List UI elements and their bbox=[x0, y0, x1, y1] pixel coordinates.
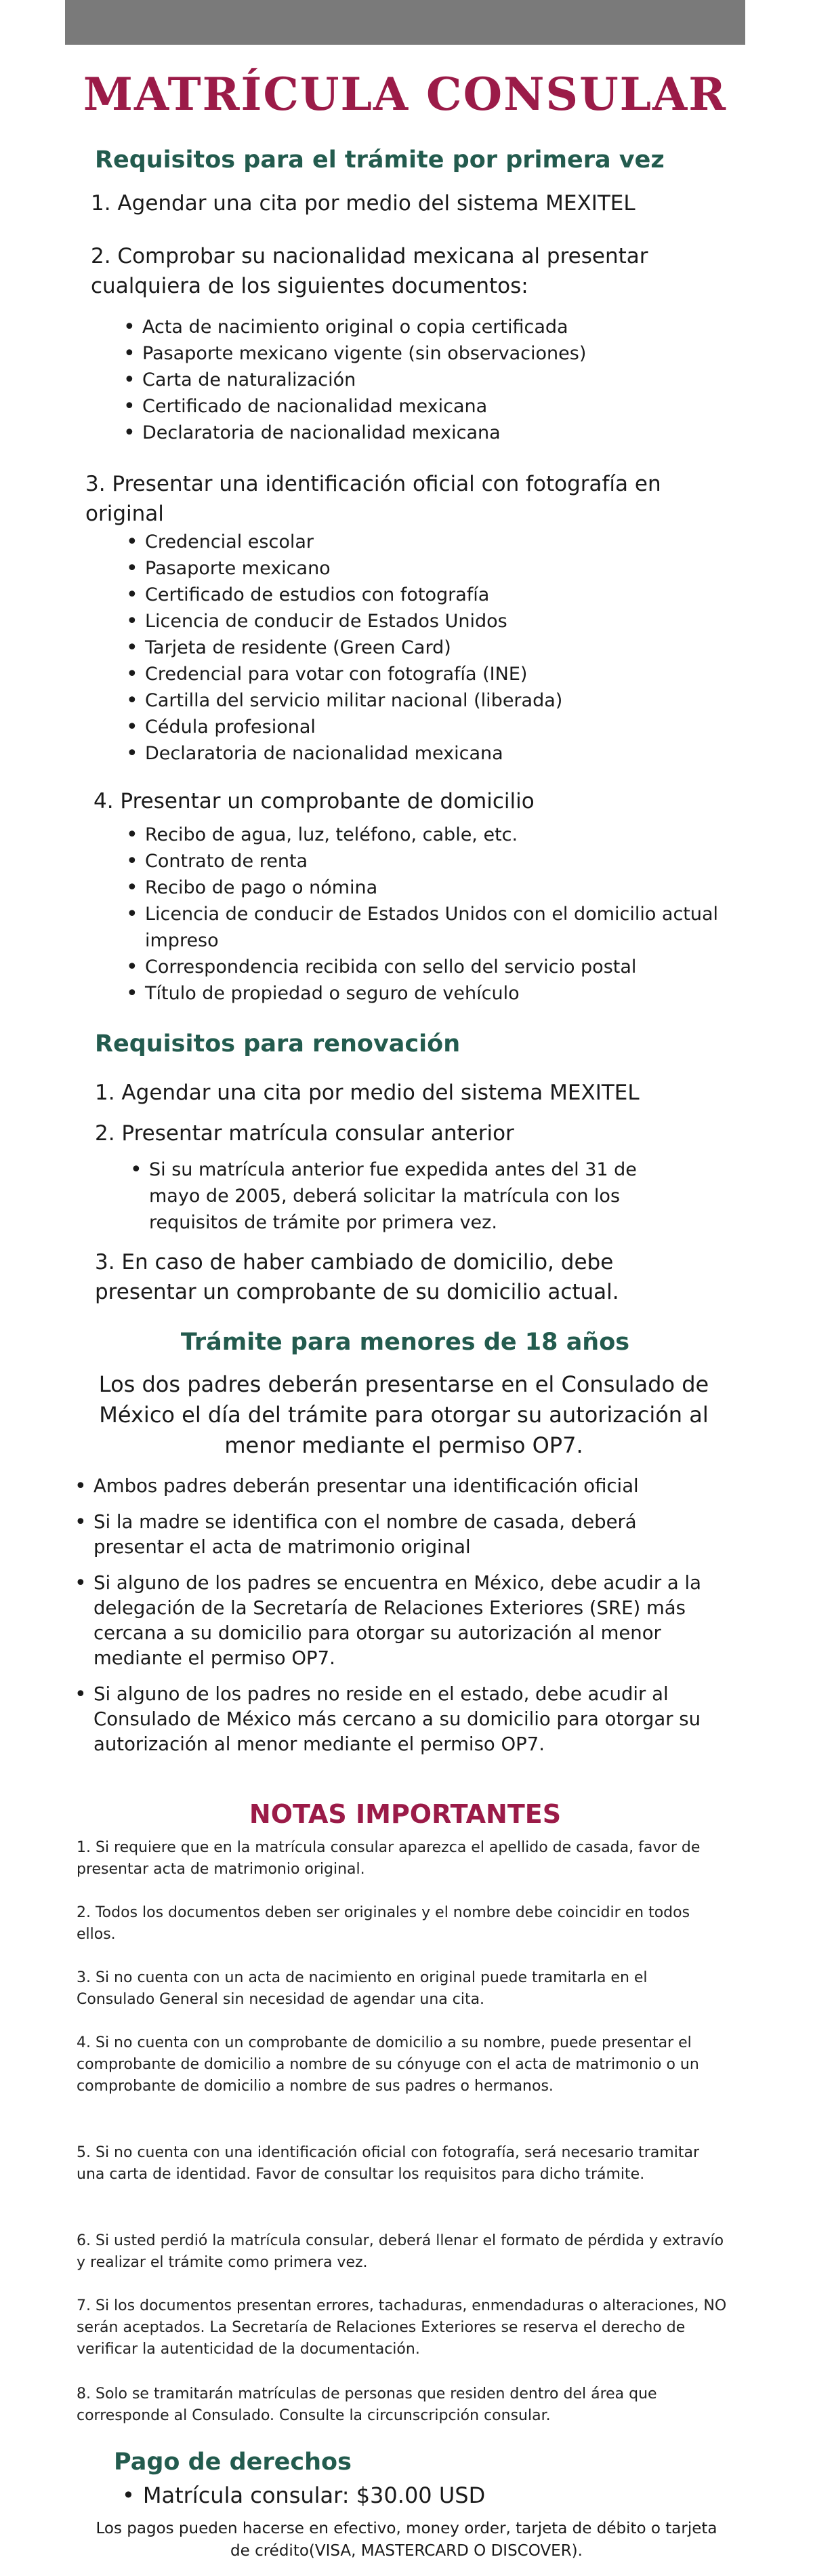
renewal-step-3: 3. En caso de haber cambiado de domicilio, debe presentar un comprobante de su domicilio actual. bbox=[95, 1250, 619, 1304]
notes-heading: NOTAS IMPORTANTES bbox=[249, 1799, 562, 1829]
first-time-heading: Requisitos para el trámite por primera vez bbox=[95, 146, 665, 174]
list-item: • Pasaporte mexicano bbox=[126, 555, 722, 582]
first-time-step-4: 4. Presentar un comprobante de domicilio bbox=[93, 789, 535, 813]
list-item: • Si la madre se identifica con el nombre de casada, deberá presentar el acta de matrimonio original bbox=[75, 1510, 725, 1560]
list-item: • Licencia de conducir de Estados Unidos bbox=[126, 608, 722, 635]
address-proof-list bbox=[126, 822, 722, 1007]
note-1: 1. Si requiere que en la matrícula consular aparezca el apellido de casada, favor de presentar acta de matrimonio original. bbox=[77, 1839, 701, 1878]
first-time-step-3: 3. Presentar una identificación oficial con fotografía en original bbox=[85, 472, 661, 526]
list-item: • Si su matrícula anterior fue expedida antes del 31 de mayo de 2005, deberá solicitar la matrícula con los requisitos de trámite por primera vez. bbox=[130, 1156, 692, 1236]
list-item: • Contrato de renta bbox=[126, 848, 722, 874]
renewal-notes-list bbox=[130, 1156, 692, 1236]
list-item: • Recibo de agua, luz, teléfono, cable, etc. bbox=[126, 822, 722, 848]
list-item: • Cartilla del servicio militar nacional (liberada) bbox=[126, 687, 722, 714]
first-time-step-2: 2. Comprobar su nacionalidad mexicana al presentar cualquiera de los siguientes documentos: bbox=[91, 244, 648, 298]
note-4: 4. Si no cuenta con un comprobante de domicilio a su nombre, puede presentar el comprobante de domicilio a nombre de su cónyuge con el acta de matrimonio o un comprobante de domicilio a nombre de sus padres o hermanos. bbox=[77, 2034, 699, 2095]
renewal-step-2: 2. Presentar matrícula consular anterior bbox=[95, 1121, 514, 1146]
nationality-documents-list bbox=[123, 314, 720, 446]
payment-methods-note: Los pagos pueden hacerse en efectivo, money order, tarjeta de débito o tarjeta de crédito(VISA, MASTERCARD O DISCOVER). bbox=[96, 2520, 717, 2560]
minors-intro: Los dos padres deberán presentarse en el Consulado de México el día del trámite para otorgar su autorización al menor mediante el permiso OP7. bbox=[98, 1371, 709, 1458]
list-item: • Credencial para votar con fotografía (INE) bbox=[126, 661, 722, 687]
list-item: • Título de propiedad o seguro de vehículo bbox=[126, 980, 722, 1007]
minors-requirements-list bbox=[75, 1474, 725, 1768]
list-item: • Declaratoria de nacionalidad mexicana bbox=[123, 420, 720, 446]
list-item: • Ambos padres deberán presentar una identificación oficial bbox=[75, 1474, 725, 1499]
fees-heading: Pago de derechos bbox=[114, 2449, 352, 2476]
note-7: 7. Si los documentos presentan errores, tachaduras, enmendaduras o alteraciones, NO serán aceptados. La Secretaría de Relaciones Exteriores se reserva el derecho de verificar la autenticidad de la documentación. bbox=[77, 2297, 727, 2358]
list-item: • Si alguno de los padres se encuentra en México, debe acudir a la delegación de la Secretaría de Relaciones Exteriores (SRE) más cercana a su domicilio para otorgar su autorización al menor mediante el permiso OP7. bbox=[75, 1571, 725, 1671]
list-item: • Tarjeta de residente (Green Card) bbox=[126, 635, 722, 661]
fee-item: • Matrícula consular: $30.00 USD bbox=[122, 2481, 485, 2510]
renewal-heading: Requisitos para renovación bbox=[95, 1030, 461, 1058]
note-2: 2. Todos los documentos deben ser originales y el nombre debe coincidir en todos ellos. bbox=[77, 1904, 690, 1943]
note-5: 5. Si no cuenta con una identificación oficial con fotografía, será necesario tramitar una carta de identidad. Favor de consultar los requisitos para dicho trámite. bbox=[77, 2144, 699, 2183]
note-8: 8. Solo se tramitarán matrículas de personas que residen dentro del área que corresponde al Consulado. Consulte la circunscripción consular. bbox=[77, 2386, 657, 2424]
note-6: 6. Si usted perdió la matrícula consular, deberá llenar el formato de pérdida y extravío y realizar el trámite como primera vez. bbox=[77, 2232, 724, 2271]
list-item: • Pasaporte mexicano vigente (sin observaciones) bbox=[123, 340, 720, 367]
list-item: • Si alguno de los padres no reside en el estado, debe acudir al Consulado de México más cercano a su domicilio para otorgar su autorización al menor mediante el permiso OP7. bbox=[75, 1682, 725, 1757]
list-item: • Credencial escolar bbox=[126, 529, 722, 555]
list-item: • Acta de nacimiento original o copia certificada bbox=[123, 314, 720, 340]
page-title: MATRÍCULA CONSULAR bbox=[83, 68, 728, 121]
list-item: • Recibo de pago o nómina bbox=[126, 874, 722, 901]
first-time-step-1: 1. Agendar una cita por medio del sistema MEXITEL bbox=[91, 191, 635, 216]
list-item: • Carta de naturalización bbox=[123, 367, 720, 393]
minors-heading: Trámite para menores de 18 años bbox=[180, 1329, 630, 1356]
list-item: • Certificado de estudios con fotografía bbox=[126, 582, 722, 608]
list-item: • Declaratoria de nacionalidad mexicana bbox=[126, 740, 722, 767]
top-banner bbox=[65, 0, 745, 45]
list-item: • Correspondencia recibida con sello del servicio postal bbox=[126, 954, 722, 980]
renewal-step-1: 1. Agendar una cita por medio del sistema MEXITEL bbox=[95, 1081, 640, 1105]
list-item: • Certificado de nacionalidad mexicana bbox=[123, 393, 720, 420]
list-item: • Licencia de conducir de Estados Unidos con el domicilio actual impreso bbox=[126, 901, 722, 954]
list-item: • Cédula profesional bbox=[126, 714, 722, 740]
note-3: 3. Si no cuenta con un acta de nacimiento en original puede tramitarla en el Consulado General sin necesidad de agendar una cita. bbox=[77, 1969, 648, 2008]
identification-list bbox=[126, 529, 722, 767]
